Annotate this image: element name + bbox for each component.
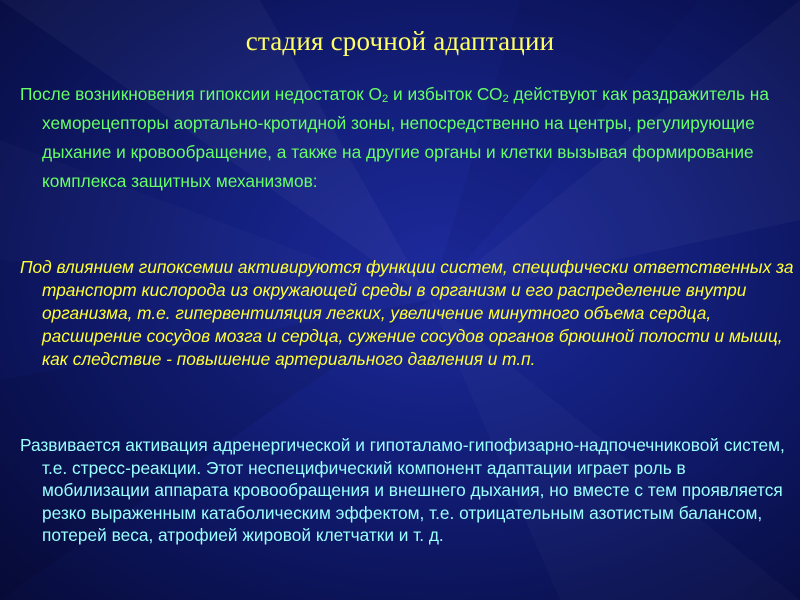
para1-text-3: действуют как раздражитель на хеморецепторы аортально-кротидной зоны, непосредственно на центры, регулирующие дыхание и кровообращение, а также на другие органы и клетки вызывая формирование комплекса защитных механизмов: bbox=[42, 84, 769, 191]
para1-text-2: и избыток СО bbox=[388, 84, 503, 104]
co2-subscript: 2 bbox=[502, 93, 509, 105]
paragraph-stress-reaction: Развивается активация адренергической и гипоталамо-гипофизарно-надпочечниковой систем, т.е. стресс-реакции. Этот неспецифический компонент адаптации играет роль в мобилизации аппарата кровообращения и внешнего дыхания, но вместе с тем проявляется резко выраженным катаболическим эффектом, т.е. отрицательным азотистым балансом, потерей веса, атрофией жировой клетчатки и т. д. bbox=[20, 435, 785, 545]
paragraph-hypoxia-response bbox=[20, 80, 795, 196]
slide-title: стадия срочной адаптации bbox=[245, 26, 555, 56]
paragraph-hypoxemia-functions: Под влиянием гипоксемии активируются функции систем, специфически ответственных за транспорт кислорода из окружающей среды в организм и его распределение внутри организма, т.е. гипервентиляция легких, увеличение минутного объема сердца, расширение сосудов мозга и сердца, сужение сосудов органов брюшной полости и мышц, как следствие - повышение артериального давления и т.п. bbox=[20, 257, 794, 369]
para1-text-1: После возникновения гипоксии недостаток О bbox=[20, 84, 382, 104]
o2-subscript: 2 bbox=[382, 93, 389, 105]
